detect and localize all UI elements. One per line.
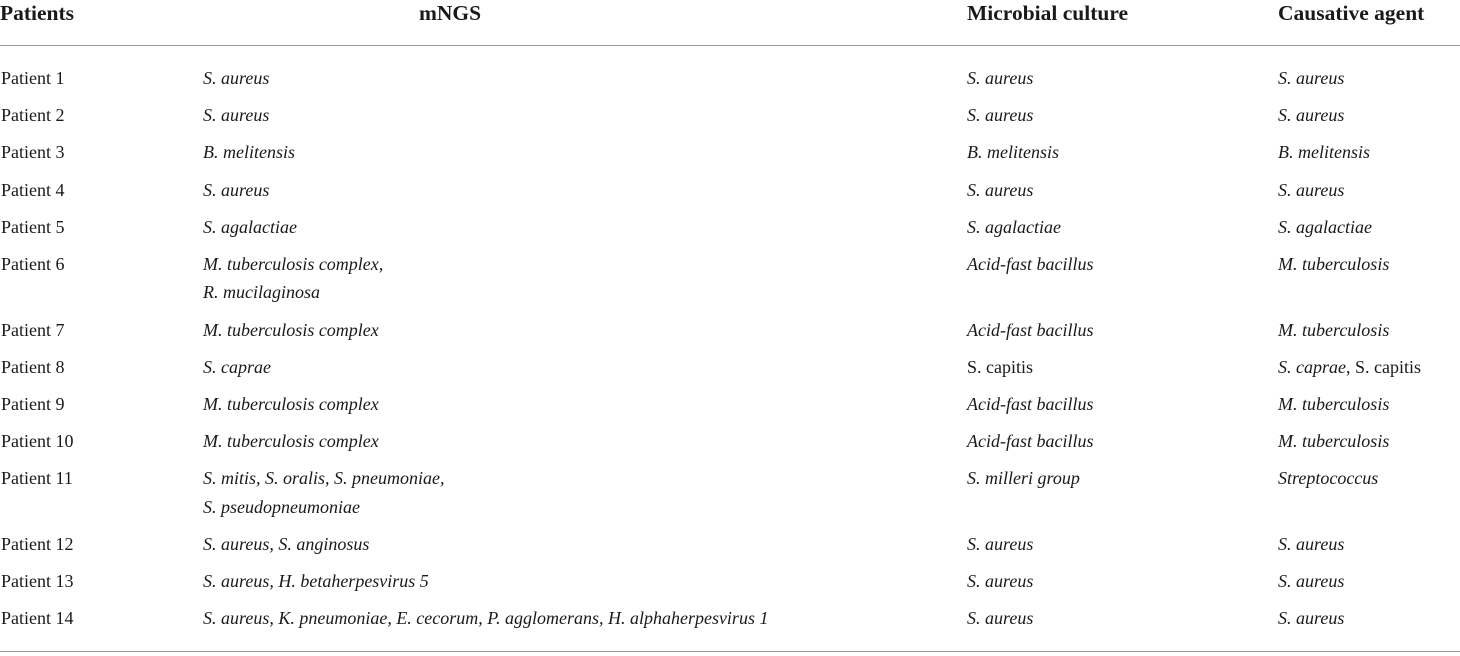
mngs-cell: S. aureus [203, 105, 270, 126]
mngs-cell: M. tuberculosis complex, R. mucilaginosa [203, 253, 384, 303]
patient-cell: Patient 11 [1, 468, 73, 489]
culture-cell: S. capitis [967, 356, 1033, 377]
patient-cell: Patient 12 [1, 534, 74, 555]
mngs-cell: S. aureus, K. pneumoniae, E. cecorum, P. agglomerans, H. alphaherpesvirus 1 [203, 604, 967, 651]
table-row [0, 353, 1460, 390]
header-patients: Patients [0, 0, 203, 46]
table-row [0, 250, 1460, 316]
agent-cell: M. tuberculosis [1278, 394, 1390, 414]
agent-cell: S. agalactiae [1278, 216, 1372, 237]
table-row [0, 46, 1460, 102]
agent-cell: S. aureus [1278, 534, 1345, 555]
agent-cell: Streptococcus [1278, 468, 1379, 489]
table-row [0, 213, 1460, 250]
culture-cell: S. milleri group [967, 468, 1080, 489]
agent-cell: S. aureus [1278, 604, 1460, 651]
patient-cell: Patient 1 [1, 68, 65, 88]
culture-cell: S. aureus [967, 105, 1034, 126]
patient-cell: Patient 5 [1, 216, 65, 237]
agent-cell: M. tuberculosis [1278, 319, 1390, 340]
culture-cell: S. aureus [967, 604, 1278, 651]
culture-cell: Acid-fast bacillus [967, 253, 1094, 274]
agent-cell: S. caprae, S. capitis [1278, 356, 1421, 377]
patient-cell: Patient 3 [1, 142, 65, 163]
agent-cell: S. aureus [1278, 68, 1345, 88]
culture-cell: S. aureus [967, 534, 1034, 555]
mngs-cell: S. aureus, H. betaherpesvirus 5 [203, 571, 429, 592]
header-microbial-culture: Microbial culture [967, 0, 1278, 46]
table-row [0, 604, 1460, 651]
culture-cell: Acid-fast bacillus [967, 431, 1094, 452]
patient-cell: Patient 4 [1, 179, 65, 200]
agent-cell: M. tuberculosis [1278, 253, 1390, 274]
table-row [0, 464, 1460, 530]
mngs-cell: M. tuberculosis complex [203, 431, 379, 452]
patient-cell: Patient 13 [1, 571, 74, 592]
culture-cell: B. melitensis [967, 142, 1059, 163]
header-mngs: mNGS [203, 0, 967, 46]
mngs-cell: M. tuberculosis complex [203, 394, 379, 414]
patient-cell: Patient 10 [1, 431, 74, 452]
table-row [0, 101, 1460, 138]
patient-cell: Patient 8 [1, 356, 65, 377]
agent-cell: B. melitensis [1278, 142, 1370, 163]
table-row [0, 176, 1460, 213]
agent-cell: S. aureus [1278, 571, 1345, 592]
table-row [0, 567, 1460, 604]
culture-cell: S. aureus [967, 68, 1034, 88]
mngs-cell: S. aureus [203, 179, 270, 200]
mngs-cell: S. aureus [203, 68, 270, 88]
culture-cell: S. aureus [967, 571, 1034, 592]
mngs-cell: S. caprae [203, 356, 271, 377]
mngs-cell: S. mitis, S. oralis, S. pneumoniae, S. pseudopneumoniae [203, 468, 445, 517]
agent-cell: M. tuberculosis [1278, 431, 1390, 452]
culture-cell: Acid-fast bacillus [967, 319, 1094, 340]
patient-cell: Patient 7 [1, 319, 65, 340]
table-row [0, 530, 1460, 567]
agent-cell: S. aureus [1278, 105, 1345, 126]
culture-cell: S. agalactiae [967, 216, 1061, 237]
patient-cell: Patient 9 [1, 394, 65, 414]
table-row [0, 316, 1460, 353]
table-row [0, 138, 1460, 175]
table-header-row [0, 0, 1460, 46]
mngs-cell: M. tuberculosis complex [203, 319, 379, 340]
table-row [0, 427, 1460, 464]
culture-cell: Acid-fast bacillus [967, 394, 1094, 414]
patient-cell: Patient 14 [0, 604, 203, 651]
culture-cell: S. aureus [967, 179, 1034, 200]
table-row [0, 390, 1460, 427]
header-causative-agent: Causative agent [1278, 0, 1460, 46]
patient-cell: Patient 6 [1, 253, 65, 274]
mngs-cell: B. melitensis [203, 142, 295, 163]
mngs-cell: S. agalactiae [203, 216, 297, 237]
agent-cell: S. aureus [1278, 179, 1345, 200]
mngs-cell: S. aureus, S. anginosus [203, 534, 370, 555]
patient-cell: Patient 2 [1, 105, 65, 126]
